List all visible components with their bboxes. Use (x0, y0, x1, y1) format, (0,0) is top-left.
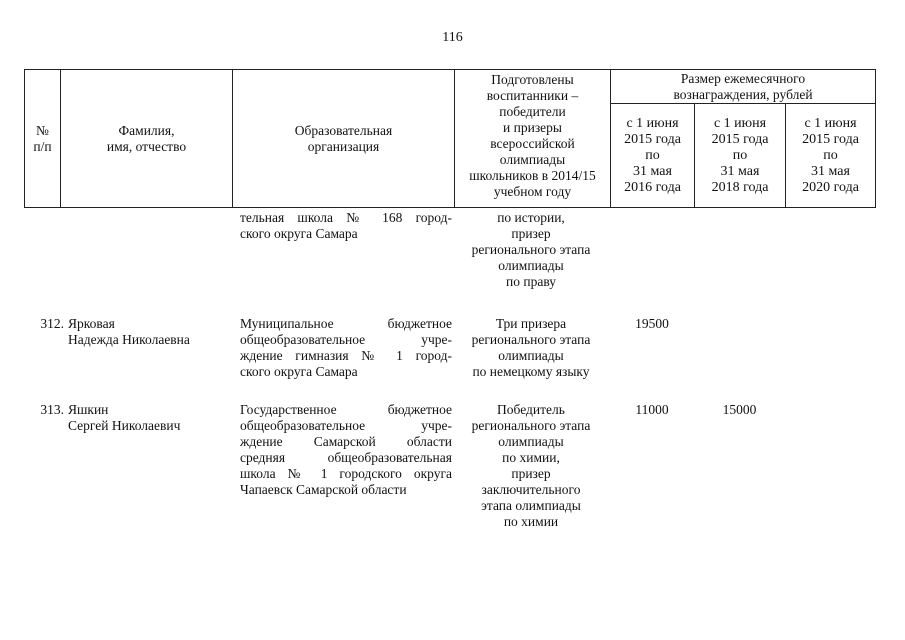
name-line: Ярковая (68, 316, 115, 331)
prepared-line: олимпиады (498, 348, 564, 363)
period-line: по (823, 147, 838, 163)
period-line: по (732, 147, 748, 163)
prepared-line: Победитель (497, 402, 565, 417)
period-line: с 1 июня (713, 115, 767, 131)
period-line: 2015 года (802, 131, 859, 147)
header-prepared-line: олимпиады (499, 152, 566, 167)
period-line: 2015 года (711, 131, 769, 147)
name-line: Сергей Николаевич (68, 418, 181, 433)
header-period-2 (695, 104, 786, 208)
header-organization (233, 70, 455, 208)
row-number: 313. (40, 402, 64, 417)
period-line: 2018 года (711, 179, 769, 195)
org-line: Муниципальное бюджетное (240, 316, 452, 331)
header-prepared-line: воспитанники – (486, 88, 579, 103)
period-line: 31 мая (633, 163, 672, 179)
row-award-2016: 19500 (635, 316, 669, 331)
prepared-line: регионального этапа (471, 242, 591, 257)
org-line: ского округа Самара (240, 364, 358, 379)
header-prepared-line: учебном году (493, 184, 572, 199)
org-line: ждение гимназия № 1 город- (240, 348, 452, 363)
header-prepared-line: всероссийской (490, 136, 575, 151)
page-number: 116 (442, 30, 463, 45)
row-organization (240, 316, 452, 380)
prepared-line: по немецкому языку (472, 364, 590, 379)
prepared-line: регионального этапа (471, 418, 591, 433)
prepared-line: регионального этапа (471, 332, 591, 347)
prepared-line: олимпиады (498, 434, 564, 449)
org-line: школа № 1 городского округа (240, 466, 452, 481)
prepared-line: по праву (506, 274, 556, 289)
org-line: общеобразовательное учре- (240, 332, 452, 347)
row-organization (240, 402, 452, 498)
period-line: по (645, 147, 660, 163)
row-award-2016: 11000 (635, 402, 669, 417)
row-prepared (454, 402, 608, 530)
row-name (68, 402, 238, 434)
org-line: общеобразовательное учре- (240, 418, 452, 433)
header-name-line: имя, отчество (106, 138, 187, 154)
header-org-line: организация (307, 138, 380, 154)
period-line: с 1 июня (626, 115, 679, 131)
name-line: Яшкин (68, 402, 109, 417)
org-line: Государственное бюджетное (240, 402, 452, 417)
prepared-line: этапа олимпиады (481, 498, 581, 513)
header-number (25, 70, 61, 208)
row-award-2018: 15000 (722, 402, 757, 417)
prepared-line: по химии (503, 514, 559, 529)
period-line: 2016 года (624, 179, 681, 195)
name-line: Надежда Николаевна (68, 332, 190, 347)
header-period-3 (786, 104, 876, 208)
org-line: тельная школа № 168 город- (240, 210, 452, 225)
header-prepared-line: Подготовлены (491, 72, 574, 87)
continuation-prepared (454, 210, 608, 290)
prepared-line: заключительного (481, 482, 581, 497)
org-line: средняя общеобразовательная (240, 450, 452, 465)
prepared-line: Три призера (495, 316, 567, 331)
row-prepared (454, 316, 608, 380)
header-prepared-line: победители (499, 104, 566, 119)
org-line: ского округа Самара (240, 226, 358, 241)
header-award-line: вознаграждения, рублей (673, 86, 813, 102)
prepared-line: призер (511, 466, 551, 481)
header-number-part: п/п (33, 138, 52, 154)
table-header (24, 69, 876, 208)
header-name (61, 70, 233, 208)
header-period-1 (611, 104, 695, 208)
header-name-line: Фамилия, (118, 122, 175, 138)
period-line: 31 мая (811, 163, 850, 179)
header-number-line-1 (25, 123, 60, 155)
header-prepared-line: и призеры (503, 120, 562, 135)
org-line: Чапаевск Самарской области (240, 482, 407, 497)
row-name (68, 316, 238, 348)
header-prepared-line: школьников в 2014/15 (469, 168, 596, 183)
org-line: ждение Самарской области (240, 434, 452, 449)
continuation-organization (240, 210, 452, 242)
header-prepared (455, 70, 611, 208)
prepared-line: по химии, (502, 450, 560, 465)
header-award-group (611, 70, 876, 104)
period-line: 31 мая (720, 163, 760, 179)
header-org-line: Образовательная (294, 122, 393, 138)
period-line: 2015 года (624, 131, 681, 147)
prepared-line: призер (511, 226, 551, 241)
period-line: с 1 июня (804, 115, 857, 131)
prepared-line: олимпиады (498, 258, 564, 273)
header-number-part: № (36, 122, 49, 138)
prepared-line: по истории, (497, 210, 565, 225)
row-number: 312. (40, 316, 64, 331)
header-award-line: Размер ежемесячного (680, 70, 806, 86)
period-line: 2020 года (802, 179, 859, 195)
